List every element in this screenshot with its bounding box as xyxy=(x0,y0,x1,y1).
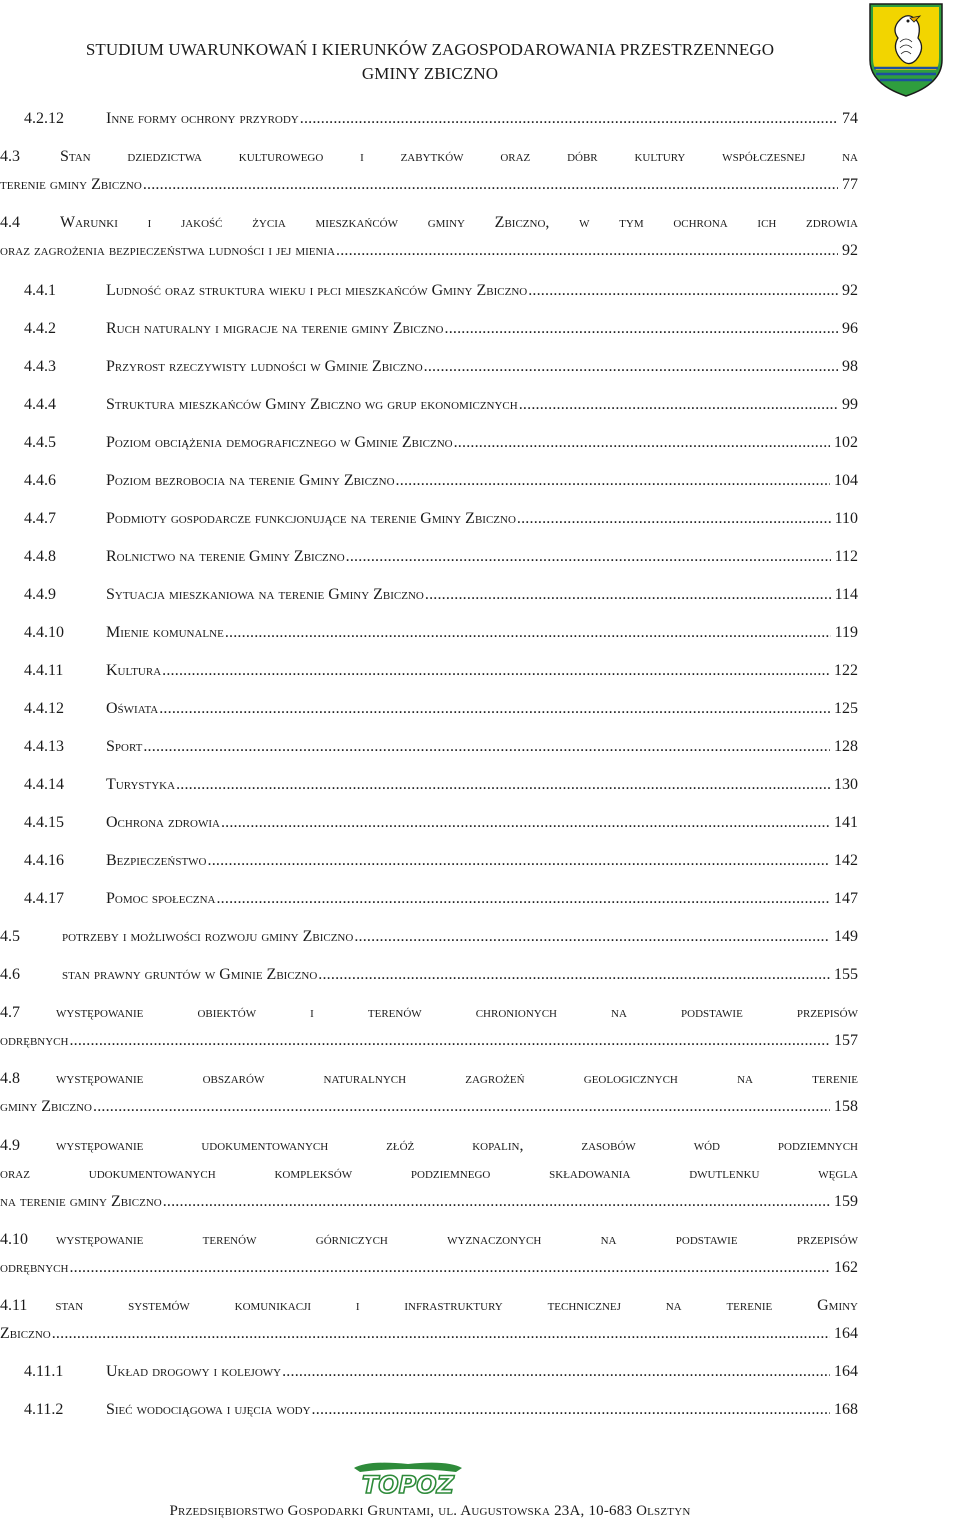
toc-leader xyxy=(69,1259,830,1277)
toc-title: Struktura mieszkańców Gminy Zbiczno wg grup ekonomicznych xyxy=(106,396,518,413)
toc-number: 4.4.2 xyxy=(24,320,56,337)
toc-page: 164 xyxy=(834,1325,858,1342)
toc-page: 168 xyxy=(834,1401,858,1418)
document-header xyxy=(0,38,860,86)
toc-number: 4.11.2 xyxy=(24,1401,64,1418)
toc-title: Przyrost rzeczywisty ludności w Gminie Zbiczno xyxy=(106,358,423,375)
toc-leader xyxy=(300,110,838,128)
toc-number: 4.7 xyxy=(0,1004,20,1021)
toc-number: 4.4.3 xyxy=(24,358,56,375)
toc-page: 164 xyxy=(834,1363,858,1380)
toc-number: 4.6 xyxy=(0,966,20,983)
toc-leader xyxy=(454,434,830,452)
toc-title: Pomoc społeczna xyxy=(106,890,216,907)
toc-title: Mienie komunalne xyxy=(106,624,224,641)
toc-page: 110 xyxy=(834,510,858,527)
toc-entry[interactable] xyxy=(24,662,858,680)
toc-page: 74 xyxy=(842,110,858,127)
toc-page: 158 xyxy=(834,1098,858,1115)
toc-title: Sieć wodociągowa i ujęcia wody xyxy=(106,1401,311,1418)
toc-number: 4.4.1 xyxy=(24,282,56,299)
toc-number: 4.4.11 xyxy=(24,662,64,679)
toc-page: 112 xyxy=(834,548,858,565)
toc-leader xyxy=(93,1098,830,1116)
toc-title-continued: odrębnych xyxy=(0,1259,69,1276)
toc-number: 4.4.17 xyxy=(24,890,64,907)
toc-title-continued: oraz zagrożenia bezpieczeństwa ludności i jej mienia xyxy=(0,242,336,259)
toc-number: 4.4.15 xyxy=(24,814,64,831)
toc-number: 4.4.13 xyxy=(24,738,64,755)
toc-entry[interactable] xyxy=(24,510,858,528)
toc-leader xyxy=(143,738,830,756)
toc-page: 102 xyxy=(834,434,858,451)
toc-leader xyxy=(176,776,830,794)
toc-page: 141 xyxy=(834,814,858,831)
toc-title: Ludność oraz struktura wieku i płci mieszkańców Gminy Zbiczno xyxy=(106,282,528,299)
toc-title: Ruch naturalny i migracje na terenie gminy Zbiczno xyxy=(106,320,444,337)
toc-title: Kultura xyxy=(106,662,162,679)
toc-page: 92 xyxy=(842,242,858,259)
toc-entry[interactable] xyxy=(24,548,858,566)
toc-title: Stan dziedzictwa kulturowego i zabytków oraz dóbr kultury współczesnej na xyxy=(60,148,858,165)
toc-entry[interactable] xyxy=(24,586,858,604)
toc-title: występowanie obiektów i terenów chronionych na podstawie przepisów xyxy=(56,1004,858,1021)
toc-leader xyxy=(69,1032,830,1050)
toc-leader xyxy=(424,358,838,376)
toc-number: 4.4.14 xyxy=(24,776,64,793)
toc-number: 4.11.1 xyxy=(24,1363,64,1380)
toc-page: 99 xyxy=(842,396,858,413)
toc-leader xyxy=(346,548,831,566)
toc-entry[interactable] xyxy=(24,396,858,414)
toc-title: Sport xyxy=(106,738,143,755)
toc-entry[interactable] xyxy=(24,472,858,490)
toc-number: 4.4.9 xyxy=(24,586,56,603)
toc-leader xyxy=(336,242,838,260)
toc-number: 4.4.7 xyxy=(24,510,56,527)
toc-entry[interactable] xyxy=(24,320,858,338)
toc-page: 159 xyxy=(834,1193,858,1210)
toc-leader xyxy=(163,1193,830,1211)
toc-page: 77 xyxy=(842,176,858,193)
toc-leader xyxy=(221,814,830,832)
toc-title: Bezpieczeństwo xyxy=(106,852,207,869)
toc-number: 4.5 xyxy=(0,928,20,945)
toc-entry[interactable] xyxy=(24,700,858,718)
toc-entry[interactable] xyxy=(24,1401,858,1419)
toc-entry[interactable] xyxy=(24,738,858,756)
toc-leader xyxy=(396,472,830,490)
toc-title-continued: odrębnych xyxy=(0,1032,69,1049)
toc-page: 114 xyxy=(834,586,858,603)
logo-text: TOPOZ xyxy=(361,1471,455,1499)
toc-number: 4.4.8 xyxy=(24,548,56,565)
toc-leader xyxy=(354,928,830,946)
toc-page: 155 xyxy=(834,966,858,983)
toc-leader xyxy=(318,966,830,984)
toc-entry[interactable] xyxy=(24,1363,858,1381)
toc-title: stan prawny gruntów w Gminie Zbiczno xyxy=(62,966,318,983)
toc-entry[interactable] xyxy=(24,282,858,300)
toc-title-continued: Zbiczno xyxy=(0,1325,51,1342)
toc-leader xyxy=(216,890,830,908)
toc-page: 92 xyxy=(842,282,858,299)
toc-title: występowanie obszarów naturalnych zagrożeń geologicznych na terenie xyxy=(56,1070,858,1087)
toc-title-continued: gminy Zbiczno xyxy=(0,1098,92,1115)
toc-page: 104 xyxy=(834,472,858,489)
toc-number: 4.4.4 xyxy=(24,396,56,413)
toc-entry[interactable] xyxy=(24,624,858,642)
toc-number: 4.4.12 xyxy=(24,700,64,717)
toc-number: 4.2.12 xyxy=(24,110,64,127)
toc-entry[interactable] xyxy=(24,890,858,908)
toc-page: 122 xyxy=(834,662,858,679)
toc-page: 128 xyxy=(834,738,858,755)
toc-page: 147 xyxy=(834,890,858,907)
toc-title: Turystyka xyxy=(106,776,176,793)
toc-leader xyxy=(162,662,830,680)
toc-title-continued: terenie gminy Zbiczno xyxy=(0,176,142,193)
toc-number: 4.3 xyxy=(0,148,20,165)
toc-title: występowanie terenów górniczych wyznaczonych na podstawie przepisów xyxy=(56,1231,858,1248)
toc-title: Rolnictwo na terenie Gminy Zbiczno xyxy=(106,548,345,565)
toc-number: 4.4.10 xyxy=(24,624,64,641)
toc-number: 4.4.5 xyxy=(24,434,56,451)
header-title: STUDIUM UWARUNKOWAŃ I KIERUNKÓW ZAGOSPODAROWANIA PRZESTRZENNEGO xyxy=(85,40,775,59)
toc-entry[interactable] xyxy=(0,928,858,946)
document-footer: Przedsiębiorstwo Gospodarki Gruntami, ul. Augustowska 23A, 10-683 Olsztyn xyxy=(169,1503,691,1519)
toc-page: 130 xyxy=(834,776,858,793)
toc-leader xyxy=(143,176,838,194)
toc-leader xyxy=(282,1363,830,1381)
toc-page: 125 xyxy=(834,700,858,717)
company-logo-icon xyxy=(348,1460,468,1500)
toc-page: 162 xyxy=(834,1259,858,1276)
toc-leader xyxy=(445,320,839,338)
toc-page: 149 xyxy=(834,928,858,945)
toc-title-continued: na terenie gminy Zbiczno xyxy=(0,1193,162,1210)
toc-number: 4.9 xyxy=(0,1137,20,1154)
toc-leader xyxy=(528,282,838,300)
toc-leader xyxy=(519,396,838,414)
toc-title: stan systemów komunikacji i infrastruktury technicznej na terenie Gminy xyxy=(55,1297,858,1314)
toc-title: Sytuacja mieszkaniowa na terenie Gminy Zbiczno xyxy=(106,586,424,603)
toc-leader xyxy=(312,1401,830,1419)
toc-page: 142 xyxy=(834,852,858,869)
toc-entry[interactable] xyxy=(24,110,858,128)
toc-entry[interactable] xyxy=(24,358,858,376)
toc-number: 4.4.16 xyxy=(24,852,64,869)
toc-entry[interactable] xyxy=(0,966,858,984)
toc-title: Układ drogowy i kolejowy xyxy=(106,1363,282,1380)
toc-entry[interactable] xyxy=(24,814,858,832)
toc-title: Inne formy ochrony przyrody xyxy=(106,110,299,127)
toc-number: 4.4.6 xyxy=(24,472,56,489)
toc-title: potrzeby i możliwości rozwoju gminy Zbiczno xyxy=(62,928,354,945)
municipal-crest-icon xyxy=(866,2,946,98)
toc-page: 96 xyxy=(842,320,858,337)
toc-title: Oświata xyxy=(106,700,159,717)
toc-leader xyxy=(159,700,830,718)
toc-title-continued: oraz udokumentowanych kompleksów podziemnego składowania dwutlenku węgla xyxy=(0,1165,858,1182)
toc-number: 4.8 xyxy=(0,1070,20,1087)
toc-leader xyxy=(517,510,831,528)
toc-page: 119 xyxy=(834,624,858,641)
toc-title: Poziom obciążenia demograficznego w Gminie Zbiczno xyxy=(106,434,453,451)
toc-title: Warunki i jakość życia mieszkańców gminy Zbiczno, w tym ochrona ich zdrowia xyxy=(60,214,858,231)
toc-leader xyxy=(208,852,831,870)
toc-entry[interactable] xyxy=(24,852,858,870)
toc-entry[interactable] xyxy=(24,776,858,794)
toc-number: 4.11 xyxy=(0,1297,28,1314)
toc-leader xyxy=(52,1325,830,1343)
toc-title: występowanie udokumentowanych złóż kopalin, zasobów wód podziemnych xyxy=(56,1137,858,1154)
toc-page: 98 xyxy=(842,358,858,375)
toc-title: Ochrona zdrowia xyxy=(106,814,220,831)
toc-title: Podmioty gospodarcze funkcjonujące na terenie Gminy Zbiczno xyxy=(106,510,516,527)
toc-entry[interactable] xyxy=(24,434,858,452)
toc-number: 4.4 xyxy=(0,214,20,231)
header-subtitle: GMINY ZBICZNO xyxy=(361,64,499,83)
toc-page: 157 xyxy=(834,1032,858,1049)
toc-leader xyxy=(225,624,831,642)
toc-leader xyxy=(425,586,831,604)
toc-title: Poziom bezrobocia na terenie Gminy Zbiczno xyxy=(106,472,395,489)
toc-number: 4.10 xyxy=(0,1231,28,1248)
